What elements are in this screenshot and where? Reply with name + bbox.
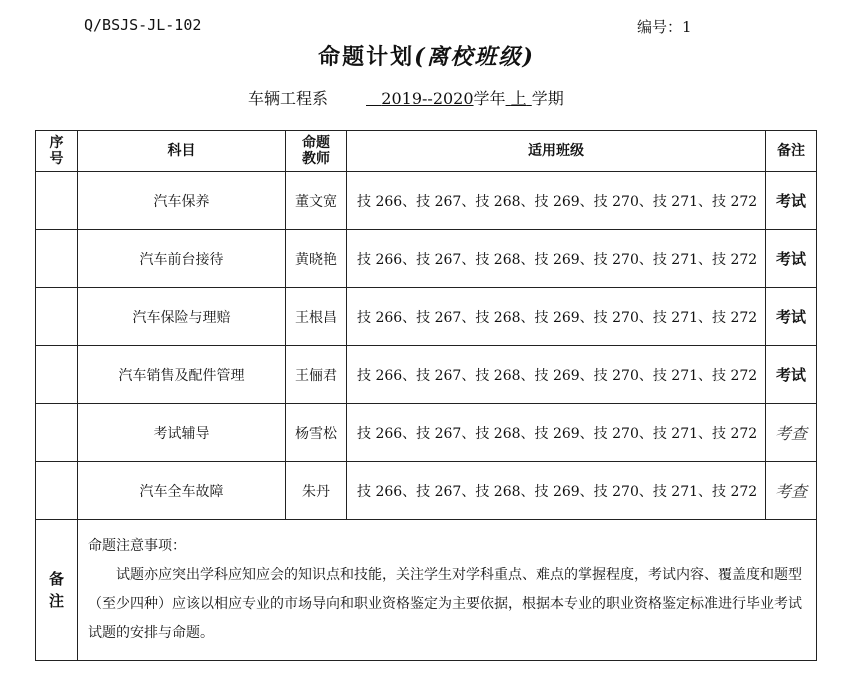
cell-subject: 汽车销售及配件管理 (78, 346, 286, 404)
cell-classes: 技 266、技 267、技 268、技 269、技 270、技 271、技 272 (347, 230, 766, 288)
header-teacher: 命题教师 (286, 131, 347, 172)
cell-seq (36, 288, 78, 346)
notes-text: 试题亦应突出学科应知应会的知识点和技能，关注学生对学科重点、难点的掌握程度，考试内容、覆盖度和题型（至少四种）应该以相应专业的市场导向和职业资格鉴定为主要依据，根据本专业的职业资格鉴定标准进行毕业考试试题的安排与命题。 (88, 567, 802, 641)
cell-subject: 汽车保养 (78, 172, 286, 230)
title-sub: (离校班级) (414, 44, 535, 70)
subtitle-line (248, 86, 564, 109)
semester-suffix: 学期 (531, 89, 564, 108)
cell-remark: 考试 (766, 172, 817, 230)
table-row (36, 404, 817, 462)
cell-remark: 考查 (766, 404, 817, 462)
notes-body (78, 520, 817, 661)
department: 车辆工程系 (248, 89, 329, 108)
cell-teacher: 董文宽 (286, 172, 347, 230)
cell-remark: 考查 (766, 462, 817, 520)
title-main: 命题计划 (318, 44, 415, 70)
cell-classes: 技 266、技 267、技 268、技 269、技 270、技 271、技 272 (347, 462, 766, 520)
cell-subject: 汽车保险与理赔 (78, 288, 286, 346)
exam-plan-table (35, 130, 817, 661)
cell-teacher: 王俪君 (286, 346, 347, 404)
cell-seq (36, 172, 78, 230)
header-classes: 适用班级 (347, 131, 766, 172)
academic-year: 2019--2020 (381, 89, 474, 108)
cell-seq (36, 462, 78, 520)
cell-subject: 汽车全车故障 (78, 462, 286, 520)
serial-number: 编号：1 (637, 18, 692, 36)
table-row (36, 462, 817, 520)
cell-classes: 技 266、技 267、技 268、技 269、技 270、技 271、技 272 (347, 288, 766, 346)
table-row (36, 172, 817, 230)
cell-teacher: 王根昌 (286, 288, 347, 346)
cell-teacher: 黄晓艳 (286, 230, 347, 288)
cell-remark: 考试 (766, 288, 817, 346)
notes-row (36, 520, 817, 661)
cell-seq (36, 346, 78, 404)
cell-teacher: 朱丹 (286, 462, 347, 520)
cell-teacher: 杨雪松 (286, 404, 347, 462)
notes-label: 备注 (36, 520, 78, 661)
table-row (36, 288, 817, 346)
cell-remark: 考试 (766, 346, 817, 404)
document-code: Q/BSJS-JL-102 (84, 16, 202, 34)
page-title (0, 40, 853, 71)
year-suffix: 学年 (473, 89, 506, 108)
cell-classes: 技 266、技 267、技 268、技 269、技 270、技 271、技 272 (347, 346, 766, 404)
header-remark: 备注 (766, 131, 817, 172)
cell-subject: 考试辅导 (78, 404, 286, 462)
cell-classes: 技 266、技 267、技 268、技 269、技 270、技 271、技 272 (347, 404, 766, 462)
cell-seq (36, 230, 78, 288)
table-header-row (36, 131, 817, 172)
header-subject: 科目 (78, 131, 286, 172)
header-seq: 序号 (36, 131, 78, 172)
cell-seq (36, 404, 78, 462)
table-row (36, 230, 817, 288)
cell-remark: 考试 (766, 230, 817, 288)
table-row (36, 346, 817, 404)
cell-subject: 汽车前台接待 (78, 230, 286, 288)
semester: 上 (510, 89, 527, 108)
cell-classes: 技 266、技 267、技 268、技 269、技 270、技 271、技 272 (347, 172, 766, 230)
notes-heading: 命题注意事项： (88, 538, 186, 554)
